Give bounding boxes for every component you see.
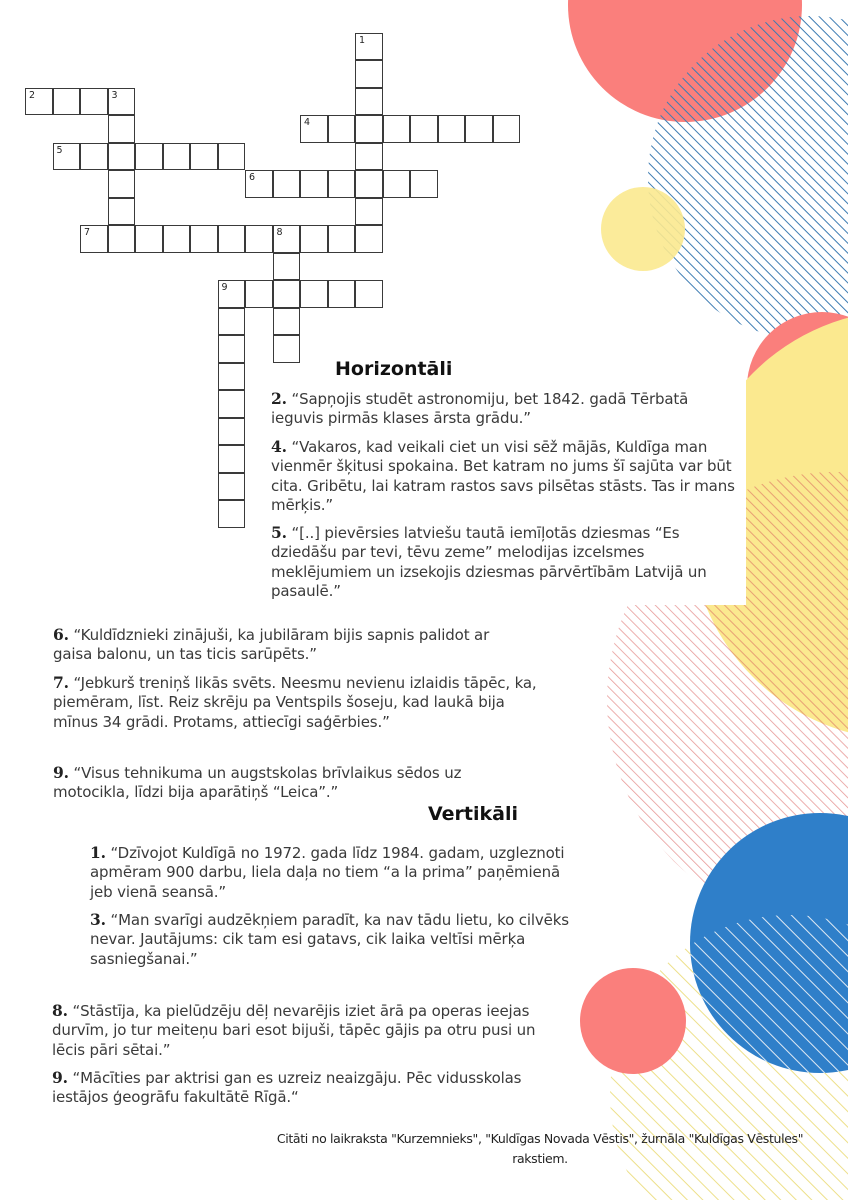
crossword-cell[interactable] — [300, 280, 328, 308]
crossword-cell[interactable] — [273, 335, 301, 363]
crossword-cell[interactable] — [355, 60, 383, 88]
clue-horizontal-6 — [53, 625, 531, 665]
clue-horizontal-5 — [271, 523, 746, 601]
clue-vertical-8 — [52, 1001, 557, 1060]
clue-number: 9. — [53, 763, 69, 782]
crossword-cell[interactable] — [300, 225, 328, 253]
clue-text: “Visus tehnikuma un augstskolas brīvlaikus sēdos uz motocikla, līdzi bija aparātiņš “Leica”.” — [53, 764, 462, 802]
clue-vertical-9 — [52, 1068, 522, 1108]
crossword-cell[interactable] — [25, 88, 53, 116]
clue-number: 1. — [90, 843, 106, 862]
clue-text: “[..] pievērsies latviešu tautā iemīļotās dziesmas “Es dziedāšu par tevi, tēvu zeme” melodijas izcelsmes meklējumiem un izsekojis dziesmas pārvērtībām Latvijā un pasaulē.” — [271, 524, 707, 600]
crossword-cell[interactable] — [355, 198, 383, 226]
crossword-cell[interactable] — [355, 280, 383, 308]
clue-horizontal-2 — [271, 389, 741, 429]
crossword-cell[interactable] — [53, 143, 81, 171]
crossword-cell[interactable] — [273, 170, 301, 198]
crossword-cell[interactable] — [273, 308, 301, 336]
crossword-cell[interactable] — [355, 225, 383, 253]
clue-horizontal-7 — [53, 673, 538, 732]
crossword-cell[interactable] — [218, 363, 246, 391]
crossword-cell[interactable] — [135, 143, 163, 171]
clue-text: “Dzīvojot Kuldīgā no 1972. gada līdz 1984. gadam, uzgleznoti apmēram 900 darbu, liela daļa no tiem “a la prima” paņēmienā jeb vienā seansā.” — [90, 844, 565, 901]
crossword-cell[interactable] — [328, 115, 356, 143]
cell-number: 8 — [276, 227, 283, 238]
crossword-cell[interactable] — [108, 198, 136, 226]
crossword-cell[interactable] — [218, 445, 246, 473]
crossword-cell[interactable] — [218, 473, 246, 501]
clue-vertical-3 — [90, 910, 590, 969]
crossword-cell[interactable] — [273, 225, 301, 253]
cell-number: 3 — [111, 89, 118, 101]
crossword-cell[interactable] — [218, 143, 246, 171]
crossword-cell[interactable] — [383, 115, 411, 143]
crossword-cell[interactable] — [328, 170, 356, 198]
crossword-cell[interactable] — [300, 115, 328, 143]
crossword-cell[interactable] — [53, 88, 81, 116]
clue-number: 2. — [271, 389, 287, 408]
clue-number: 3. — [90, 910, 106, 929]
crossword-cell[interactable] — [163, 143, 191, 171]
clue-horizontal-9 — [53, 763, 528, 803]
clue-vertical-1 — [90, 843, 565, 902]
cell-number: 2 — [29, 89, 36, 101]
crossword-cell[interactable] — [80, 88, 108, 116]
crossword-cell[interactable] — [135, 225, 163, 253]
crossword-cell[interactable] — [163, 225, 191, 253]
crossword-cell[interactable] — [410, 170, 438, 198]
clue-number: 6. — [53, 625, 69, 644]
clue-horizontal-4 — [271, 437, 741, 515]
crossword-cell[interactable] — [245, 225, 273, 253]
clue-text: “Vakaros, kad veikali ciet un visi sēž mājās, Kuldīga man vienmēr šķitusi spokaina. Bet katram no jums šī sajūta var būt cita. Gribētu, lai katram rastos savs pilsētas stāsts. Tas ir mans mērķis.” — [271, 438, 735, 514]
crossword-cell[interactable] — [300, 170, 328, 198]
crossword-cell[interactable] — [245, 170, 273, 198]
crossword-cell[interactable] — [218, 418, 246, 446]
crossword-cell[interactable] — [355, 170, 383, 198]
crossword-cell[interactable] — [190, 225, 218, 253]
cell-number: 7 — [84, 227, 91, 238]
clue-number: 7. — [53, 673, 69, 692]
crossword-cell[interactable] — [355, 143, 383, 171]
clue-number: 8. — [52, 1001, 68, 1020]
crossword-cell[interactable] — [218, 225, 246, 253]
crossword-cell[interactable] — [218, 335, 246, 363]
clue-text: “Jebkurš treniņš likās svēts. Neesmu nevienu izlaidis tāpēc, ka, piemēram, līst. Reiz skrēju pa Ventspils šoseju, kad laukā bija mīnus 34 grādi. Protams, attiecīgi saģērbies.” — [53, 674, 537, 731]
cell-number: 9 — [221, 282, 228, 293]
footnote-line-1: Citāti no laikraksta "Kurzemnieks", "Kuldīgas Novada Vēstis", žurnāla "Kuldīgas Vēstules" — [276, 1131, 804, 1146]
crossword-cell[interactable] — [493, 115, 521, 143]
cell-number: 4 — [304, 117, 311, 128]
clue-number: 4. — [271, 437, 287, 456]
horizontal-heading: Horizontāli — [335, 358, 453, 380]
crossword-cell[interactable] — [108, 225, 136, 253]
clue-text: “Sapņojis studēt astronomiju, bet 1842. gadā Tērbatā ieguvis pirmās klases ārsta grādu.” — [271, 390, 689, 428]
vertical-heading: Vertikāli — [428, 803, 518, 825]
cell-number: 5 — [56, 144, 63, 156]
cell-number: 6 — [249, 172, 256, 183]
crossword-cell[interactable] — [355, 88, 383, 116]
crossword-cell[interactable] — [465, 115, 493, 143]
clue-text: “Man svarīgi audzēkņiem paradīt, ka nav tādu lietu, ko cilvēks nevar. Jautājums: cik tam esi gatavs, cik laika veltīsi mērķa sasniegšanai.” — [90, 911, 569, 968]
crossword-cell[interactable] — [438, 115, 466, 143]
clue-text: “Kuldīdznieki zinājuši, ka jubilāram bijis sapnis palidot ar gaisa balonu, un tas ticis sarūpēts.” — [53, 626, 490, 664]
crossword-cell[interactable] — [108, 88, 136, 116]
source-footnote — [232, 1129, 848, 1169]
clue-text: “Mācīties par aktrisi gan es uzreiz neaizgāju. Pēc vidusskolas iestājos ģeogrāfu fakultātē Rīgā.“ — [52, 1069, 522, 1107]
clue-number: 5. — [271, 523, 287, 542]
crossword-cell[interactable] — [245, 280, 273, 308]
crossword-cell[interactable] — [328, 280, 356, 308]
crossword-cell[interactable] — [273, 253, 301, 281]
footnote-line-2: rakstiem. — [512, 1151, 568, 1166]
crossword-cell[interactable] — [108, 115, 136, 143]
crossword-cell[interactable] — [80, 143, 108, 171]
clue-number: 9. — [52, 1068, 68, 1087]
crossword-cell[interactable] — [355, 115, 383, 143]
crossword-cell[interactable] — [218, 280, 246, 308]
crossword-cell[interactable] — [108, 143, 136, 171]
crossword-cell[interactable] — [190, 143, 218, 171]
crossword-cell[interactable] — [273, 280, 301, 308]
crossword-cell[interactable] — [218, 500, 246, 528]
coral-circle-bottom — [580, 968, 686, 1074]
crossword-cell[interactable] — [383, 170, 411, 198]
crossword-cell[interactable] — [218, 308, 246, 336]
crossword-cell[interactable] — [328, 225, 356, 253]
crossword-cell[interactable] — [355, 33, 383, 61]
crossword-cell[interactable] — [108, 170, 136, 198]
crossword-cell[interactable] — [410, 115, 438, 143]
cell-number: 1 — [359, 34, 366, 46]
crossword-cell[interactable] — [80, 225, 108, 253]
clue-text: “Stāstīja, ka pielūdzēju dēļ nevarējis iziet ārā pa operas ieejas durvīm, jo tur meiteņu bari esot bijuši, tāpēc gājis pa otru pusi un lēcis pāri sētai.” — [52, 1002, 536, 1059]
crossword-cell[interactable] — [218, 390, 246, 418]
